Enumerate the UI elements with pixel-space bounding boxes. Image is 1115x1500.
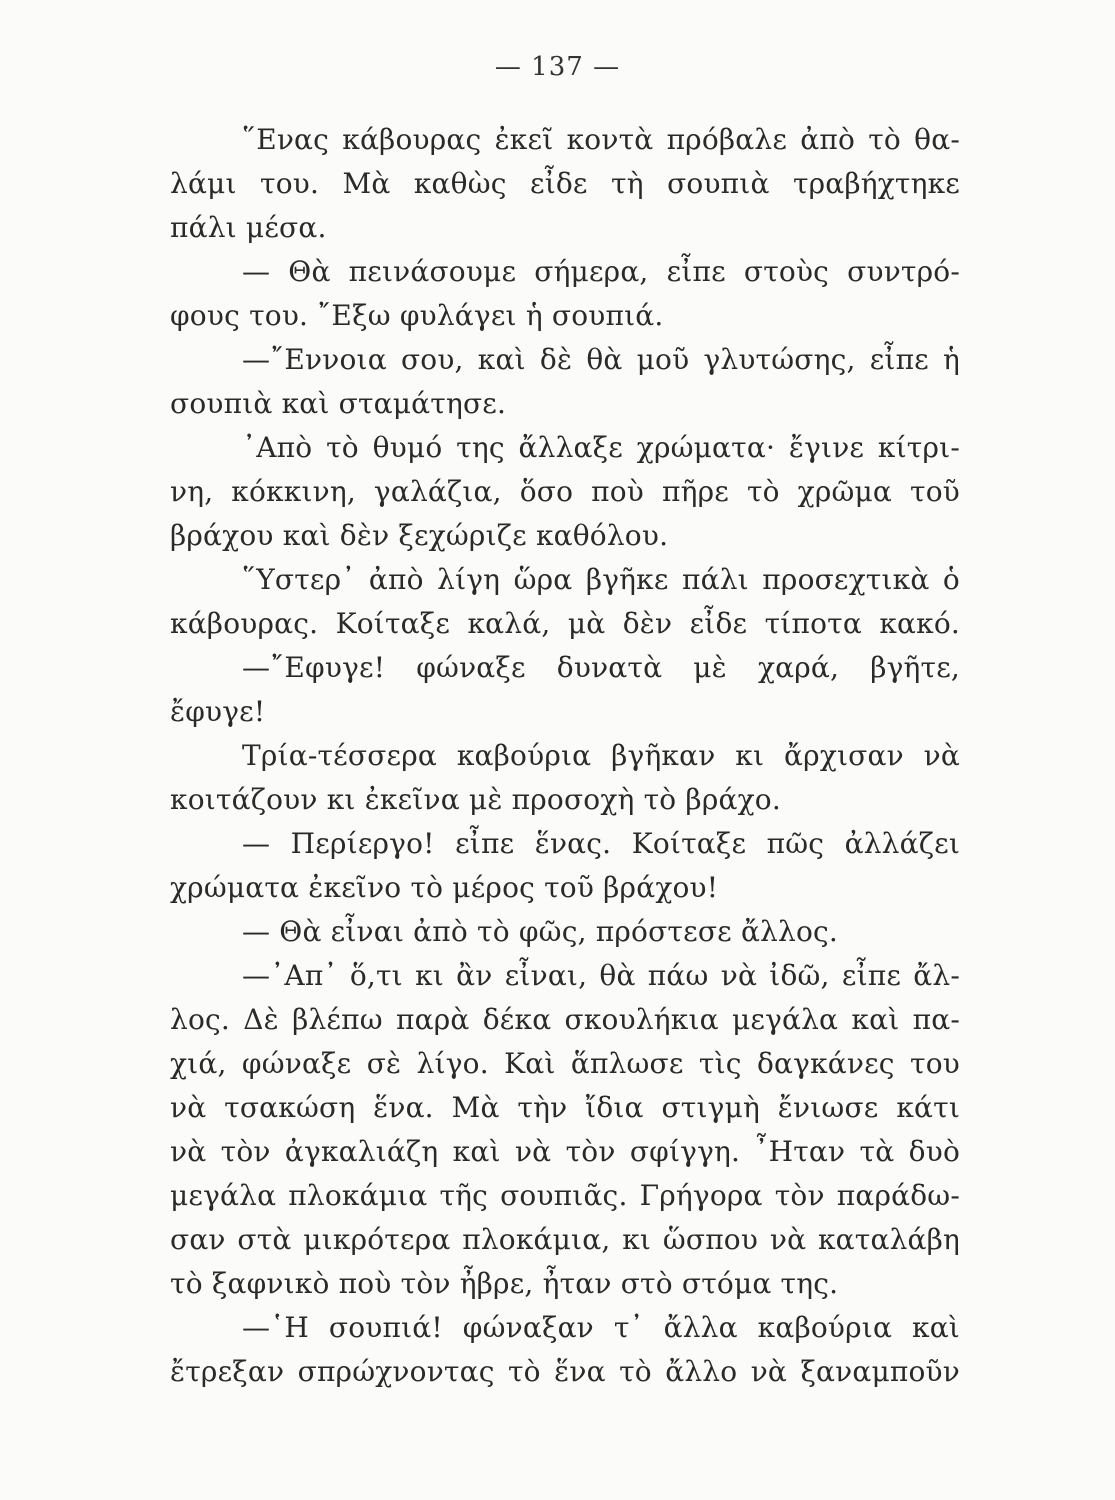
text-line: νη, κόκκινη, γαλάζια, ὅσο ποὺ πῆρε τὸ χρῶμα τοῦ	[170, 475, 960, 508]
text-line: —῾Η σουπιά! φώναξαν τ᾿ ἄλλα καβούρια καὶ	[242, 1311, 960, 1344]
page-number: — 137 —	[494, 52, 621, 82]
text-line: — Περίεργο! εἶπε ἕνας. Κοίταξε πῶς ἀλλάζει	[242, 827, 960, 860]
text-line: ῞Υστερ᾿ ἀπὸ λίγη ὥρα βγῆκε πάλι προσεχτικὰ ὁ	[242, 563, 960, 596]
text-line: χιά, φώναξε σὲ λίγο. Καὶ ἅπλωσε τὶς δαγκάνες του	[170, 1047, 960, 1080]
text-line: — Θὰ εἶναι ἀπὸ τὸ φῶς, πρόστεσε ἄλλος.	[242, 915, 838, 948]
body-text	[170, 118, 960, 1394]
text-line: ᾿Απὸ τὸ θυμό της ἄλλαξε χρώματα· ἔγινε κίτρι-	[242, 431, 960, 464]
text-line: χρώματα ἐκεῖνο τὸ μέρος τοῦ βράχου!	[170, 871, 719, 904]
text-line: βράχου καὶ δὲν ξεχώριζε καθόλου.	[170, 519, 669, 552]
text-line: λος. Δὲ βλέπω παρὰ δέκα σκουλήκια μεγάλα καὶ πα-	[170, 1003, 960, 1036]
text-line: πάλι μέσα.	[170, 211, 327, 244]
text-line: μεγάλα πλοκάμια τῆς σουπιᾶς. Γρήγορα τὸν παράδω-	[170, 1179, 960, 1212]
text-line: Τρία-τέσσερα καβούρια βγῆκαν κι ἄρχισαν νὰ	[242, 739, 960, 772]
text-line: νὰ τὸν ἀγκαλιάζη καὶ νὰ τὸν σφίγγη. ῏Ηταν τὰ δυὸ	[170, 1135, 960, 1168]
text-line: φους του. ῎Εξω φυλάγει ἡ σουπιά.	[170, 299, 664, 332]
text-line: κάβουρας. Κοίταξε καλά, μὰ δὲν εἶδε τίποτα κακό.	[170, 607, 960, 640]
text-line: τὸ ξαφνικὸ ποὺ τὸν ἦβρε, ἦταν στὸ στόμα της.	[170, 1267, 839, 1300]
text-line: κοιτάζουν κι ἐκεῖνα μὲ προσοχὴ τὸ βράχο.	[170, 783, 781, 816]
text-line: — Θὰ πεινάσουμε σήμερα, εἶπε στοὺς συντρό-	[242, 255, 960, 288]
text-line: λάμι του. Μὰ καθὼς εἶδε τὴ σουπιὰ τραβήχτηκε	[170, 167, 960, 200]
text-line: —῎Εφυγε! φώναξε δυνατὰ μὲ χαρά, βγῆτε,	[242, 651, 960, 684]
text-line: νὰ τσακώση ἕνα. Μὰ τὴν ἴδια στιγμὴ ἔνιωσε κάτι	[170, 1091, 960, 1124]
text-line: —᾿Απ᾿ ὅ,τι κι ἂν εἶναι, θὰ πάω νὰ ἰδῶ, εἶπε ἄλ-	[242, 959, 960, 992]
text-line: ἔφυγε!	[170, 695, 266, 728]
text-line: ῞Ενας κάβουρας ἐκεῖ κοντὰ πρόβαλε ἀπὸ τὸ θα-	[242, 123, 960, 156]
text-line: σουπιὰ καὶ σταμάτησε.	[170, 387, 507, 420]
text-line: —῎Εννοια σου, καὶ δὲ θὰ μοῦ γλυτώσης, εἶπε ἡ	[242, 343, 960, 376]
text-line: ἔτρεξαν σπρώχνοντας τὸ ἕνα τὸ ἄλλο νὰ ξαναμποῦν	[170, 1355, 960, 1388]
text-line: σαν στὰ μικρότερα πλοκάμια, κι ὥσπου νὰ καταλάβη	[170, 1223, 960, 1256]
